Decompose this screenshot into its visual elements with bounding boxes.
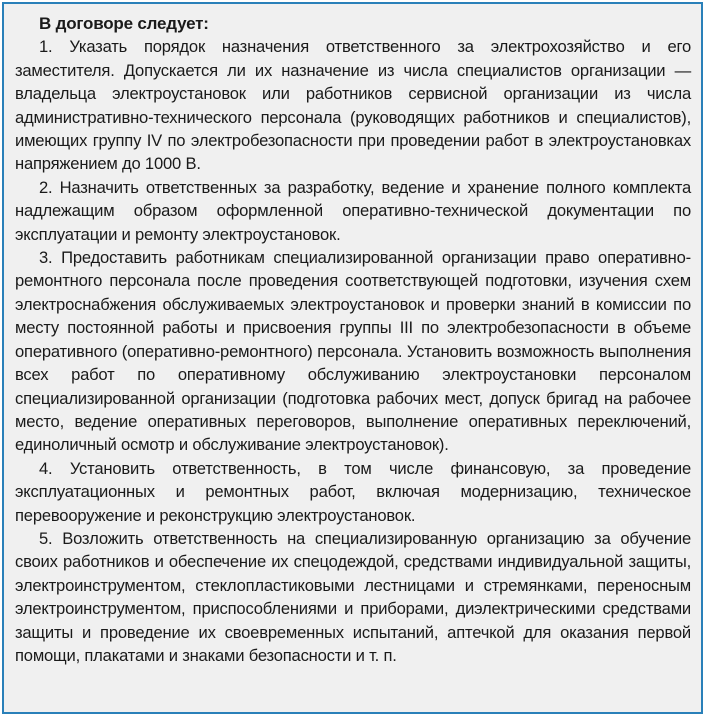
list-item-2: 2. Назначить ответственных за разработку, ведение и хранение полного комплекта надлежащим образом оформленной оперативно-технической документации по эксплуатации и ремонту электроустановок. (15, 177, 691, 244)
list-item-5: 5. Возложить ответственность на специализированную организацию за обучение своих работников и обеспечение их спецодеждой, средствами индивидуальной защиты, электроинструментом, стеклопластиковыми лестницами и стремянками, переносным электроинструментом, приспособлениями и приборами, диэлектрическими средствами защиты и проведение их своевременных испытаний, аптечкой для оказания первой помощи, плакатами и знаками безопасности и т. п. (15, 528, 691, 665)
list-item-4: 4. Установить ответственность, в том числе финансовую, за проведение эксплуатационных и ремонтных работ, включая модернизацию, техническое перевооружение и реконструкцию электроустановок. (15, 458, 691, 525)
document-title: В договоре следует: (39, 14, 209, 33)
contract-requirements-box (2, 2, 703, 714)
list-item-1: 1. Указать порядок назначения ответственного за электрохозяйство и его заместителя. Допускается ли их назначение из числа специалистов организации — владельца электроустановок или работников сервисной организации из числа административно-технического персонала (руководящих работников и специалистов), имеющих группу IV по электробезопасности при проведении работ в электроустановках напряжением до 1000 В. (15, 37, 691, 174)
list-item-3: 3. Предоставить работникам специализированной организации право оперативно-ремонтного персонала после проведения соответствующей подготовки, изучения схем электроснабжения обслуживаемых электроустановок и проверки знаний в комиссии по месту постоянной работы и присвоения группы III по электробезопасности в объеме оперативного (оперативно-ремонтного) персонала. Установить возможность выполнения всех работ по оперативному обслуживанию электроустановки персоналом специализированной организации (подготовка рабочих мест, допуск бригад на рабочее место, ведение оперативных переговоров, выполнение оперативных переключений, единоличный осмотр и обслуживание электроустановок). (15, 248, 691, 455)
